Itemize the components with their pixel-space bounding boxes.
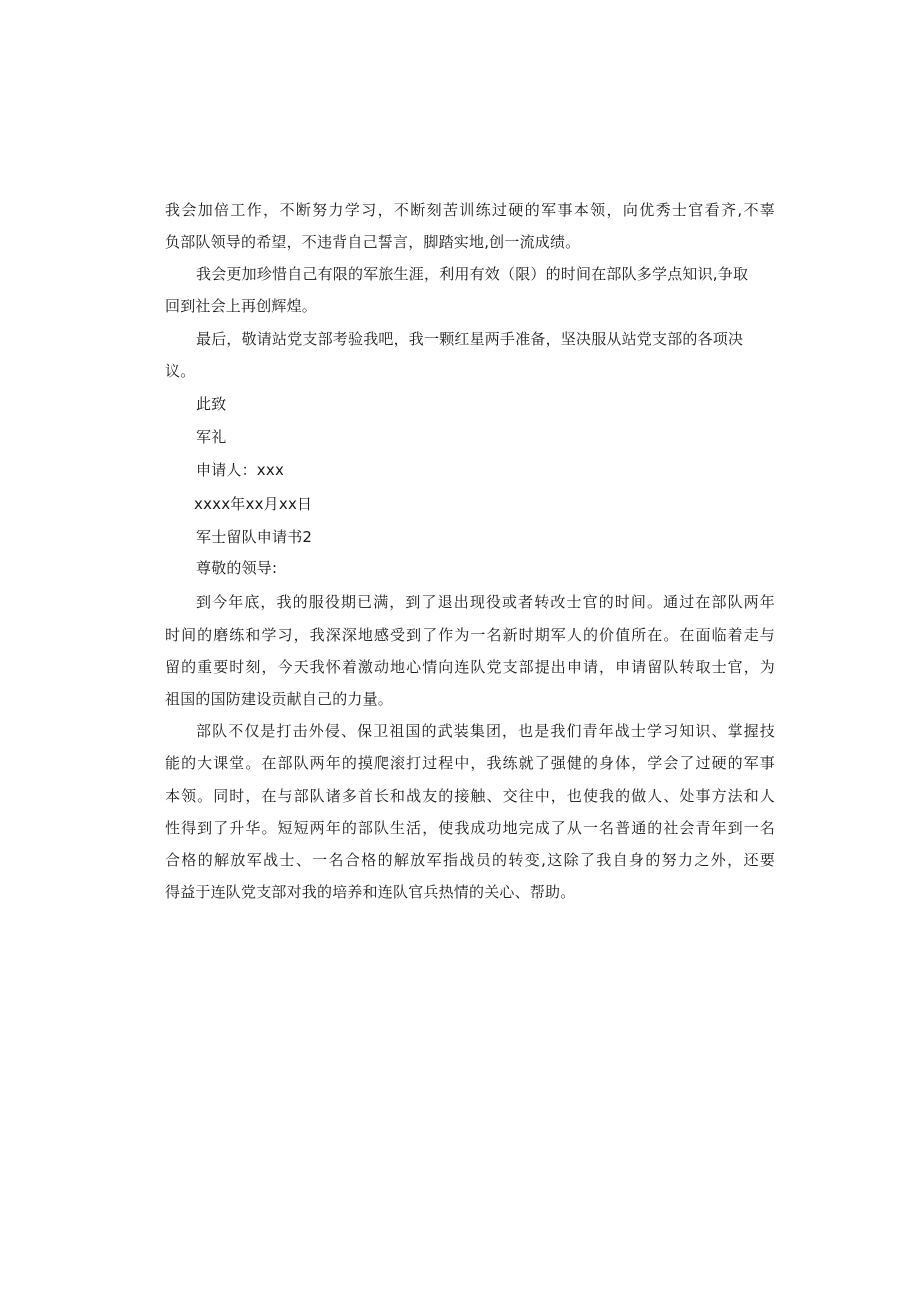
paragraph-5-line-3: 本领。同时，在与部队诸多首长和战友的接触、交往中，也使我的做人、处事方法和人 [165,787,775,805]
salute-text: 军礼 [196,428,227,446]
paragraph-5-line-1: 部队不仅是打击外侵、保卫祖国的武装集团，也是我们青年战士学习知识、掌握技 [196,722,775,740]
document-title-2: 军士留队申请书2 [196,528,313,546]
applicant-name: 申请人：xxx [196,461,285,479]
paragraph-4-line-2: 时间的磨练和学习，我深深地感受到了作为一名新时期军人的价值所在。在面临着走与 [165,626,775,644]
paragraph-1-line-2: 负部队领导的希望，不违背自己誓言，脚踏实地,创一流成绩。 [165,233,581,251]
paragraph-3-line-2: 议。 [165,362,196,380]
paragraph-1-line-1: 我会加倍工作，不断努力学习，不断刻苦训练过硬的军事本领，向优秀士官看齐,不辜 [165,201,775,219]
paragraph-2-line-2: 回到社会上再创辉煌。 [165,297,318,315]
paragraph-4-line-1: 到今年底，我的服役期已满，到了退出现役或者转改士官的时间。通过在部队两年 [196,593,775,611]
closing-text: 此致 [196,395,227,413]
paragraph-5-line-5: 合格的解放军战士、一名合格的解放军指战员的转变,这除了我自身的努力之外，还要 [165,851,775,869]
paragraph-2-line-1: 我会更加珍惜自己有限的军旅生涯，利用有效（限）的时间在部队多学点知识,争取 [196,265,749,283]
greeting: 尊敬的领导: [196,559,278,577]
paragraph-3-line-1: 最后，敬请站党支部考验我吧，我一颗红星两手准备，坚决服从站党支部的各项决 [196,330,744,348]
paragraph-4-line-3: 留的重要时刻，今天我怀着激动地心情向连队党支部提出申请，申请留队转取士官，为 [165,658,775,676]
paragraph-5-line-6: 得益于连队党支部对我的培养和连队官兵热情的关心、帮助。 [165,883,576,901]
application-date: xxxx年xx月xx日 [194,495,313,513]
paragraph-5-line-2: 能的大课堂。在部队两年的摸爬滚打过程中，我练就了强健的身体，学会了过硬的军事 [165,754,775,772]
paragraph-5-line-4: 性得到了升华。短短两年的部队生活，使我成功地完成了从一名普通的社会青年到一名 [165,819,775,837]
paragraph-4-line-4: 祖国的国防建设贡献自己的力量。 [165,690,394,708]
